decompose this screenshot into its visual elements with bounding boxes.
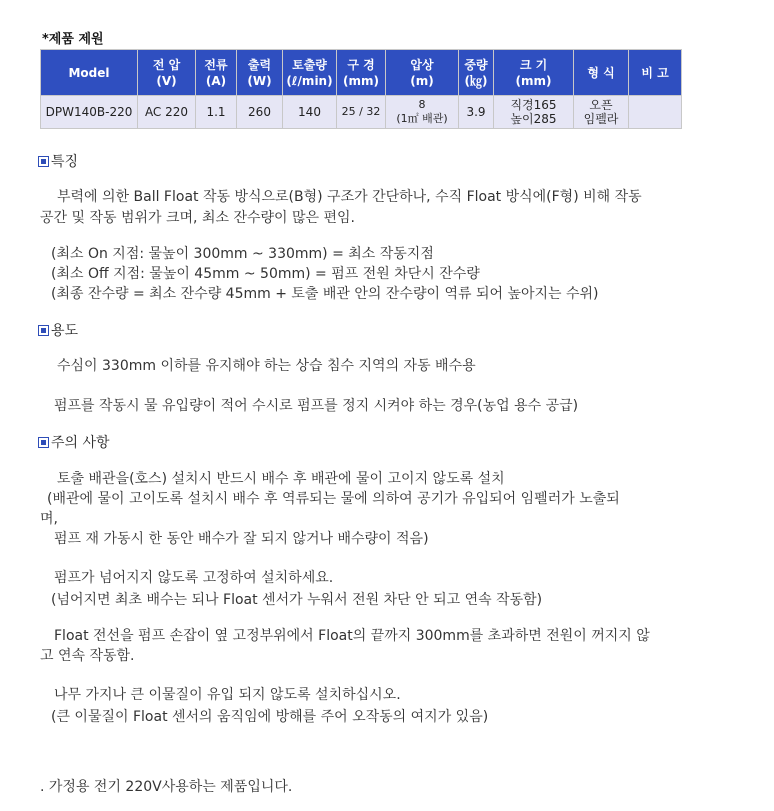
- square-bullet-icon: [38, 437, 49, 448]
- features-point-2: (최소 Off 지점: 물높이 45mm ~ 50mm) = 펌프 전원 차단시 잔수량: [51, 266, 480, 282]
- header-voltage: 전 압 (V): [138, 50, 195, 95]
- spec-data-row: [41, 96, 681, 128]
- caution-1-line-2: (배관에 물이 고이도록 설치시 배수 후 역류되는 물에 의하여 공기가 유입되어 임펠러가 노출되: [47, 491, 620, 507]
- caution-2-line-1: 펌프가 넘어지지 않도록 고정하여 설치하세요.: [54, 570, 334, 586]
- cell-remarks: [629, 96, 681, 128]
- cell-model: DPW140B-220: [41, 96, 137, 128]
- header-type: 형 식: [574, 50, 628, 95]
- header-size: 크 기 (mm): [494, 50, 573, 95]
- cell-flow: 140: [283, 96, 336, 128]
- features-point-3: (최종 잔수량 = 최소 잔수량 45mm + 토출 배관 안의 잔수량이 역류 되어 높아지는 수위): [51, 286, 599, 302]
- caution-1-line-1: 토출 배관을(호스) 설치시 반드시 배수 후 배관에 물이 고이지 않도록 설치: [57, 471, 505, 487]
- usage-text-1: 수심이 330mm 이하를 유지해야 하는 상습 침수 지역의 자동 배수용: [57, 358, 476, 374]
- header-head: 압상 (m): [386, 50, 458, 95]
- features-text-2: 공간 및 작동 범위가 크며, 최소 잔수량이 많은 편임.: [40, 210, 355, 226]
- cautions-heading: 주의 사항: [38, 432, 110, 452]
- features-point-1: (최소 On 지점: 물높이 300mm ~ 330mm) = 최소 작동지점: [51, 246, 434, 262]
- header-weight: 중량 (㎏): [459, 50, 493, 95]
- header-model: Model: [41, 50, 137, 95]
- features-text-1: 부력에 의한 Ball Float 작동 방식으로(B형) 구조가 간단하나, 수직 Float 방식에(F형) 비해 작동: [57, 189, 642, 205]
- caution-4-line-1: 나무 가지나 큰 이물질이 유입 되지 않도록 설치하십시오.: [54, 687, 401, 703]
- caution-1-line-3: 며,: [40, 511, 58, 527]
- cell-type: 오픈 임펠라: [574, 96, 628, 128]
- header-remarks: 비 고: [629, 50, 681, 95]
- cell-current: 1.1: [196, 96, 236, 128]
- cell-size: 직경165 높이285: [494, 96, 573, 128]
- header-current: 전류 (A): [196, 50, 236, 95]
- header-flow: 토출량 (ℓ/min): [283, 50, 336, 95]
- spec-title: *제품 제원: [42, 32, 104, 47]
- features-heading: 특징: [38, 151, 78, 171]
- usage-heading: 용도: [38, 320, 78, 340]
- spec-header-row: [41, 50, 681, 95]
- usage-text-2: 펌프를 작동시 물 유입량이 적어 수시로 펌프를 정지 시켜야 하는 경우(농업 용수 공급): [54, 398, 579, 414]
- square-bullet-icon: [38, 156, 49, 167]
- cell-weight: 3.9: [459, 96, 493, 128]
- spec-table: [40, 49, 682, 129]
- caution-2-line-2: (넘어지면 최초 배수는 되나 Float 센서가 누워서 전원 차단 안 되고 연속 작동함): [51, 592, 543, 608]
- footer-note: . 가정용 전기 220V사용하는 제품입니다.: [40, 779, 293, 795]
- caution-4-line-2: (큰 이물질이 Float 센서의 움직임에 방해를 주어 오작동의 여지가 있음): [51, 709, 489, 725]
- cell-voltage: AC 220: [138, 96, 195, 128]
- caution-3-line-1: Float 전선을 펌프 손잡이 옆 고정부위에서 Float의 끝까지 300mm를 초과하면 전원이 꺼지지 않: [54, 628, 650, 644]
- header-output: 출력 (W): [237, 50, 282, 95]
- caution-1-line-4: 펌프 재 가동시 한 동안 배수가 잘 되지 않거나 배수량이 적음): [54, 531, 429, 547]
- cell-bore: 25 / 32: [337, 96, 385, 128]
- cell-output: 260: [237, 96, 282, 128]
- cell-head: 8 (1㎡ 배관): [386, 96, 458, 128]
- caution-3-line-2: 고 연속 작동함.: [40, 648, 135, 664]
- square-bullet-icon: [38, 325, 49, 336]
- header-bore: 구 경 (mm): [337, 50, 385, 95]
